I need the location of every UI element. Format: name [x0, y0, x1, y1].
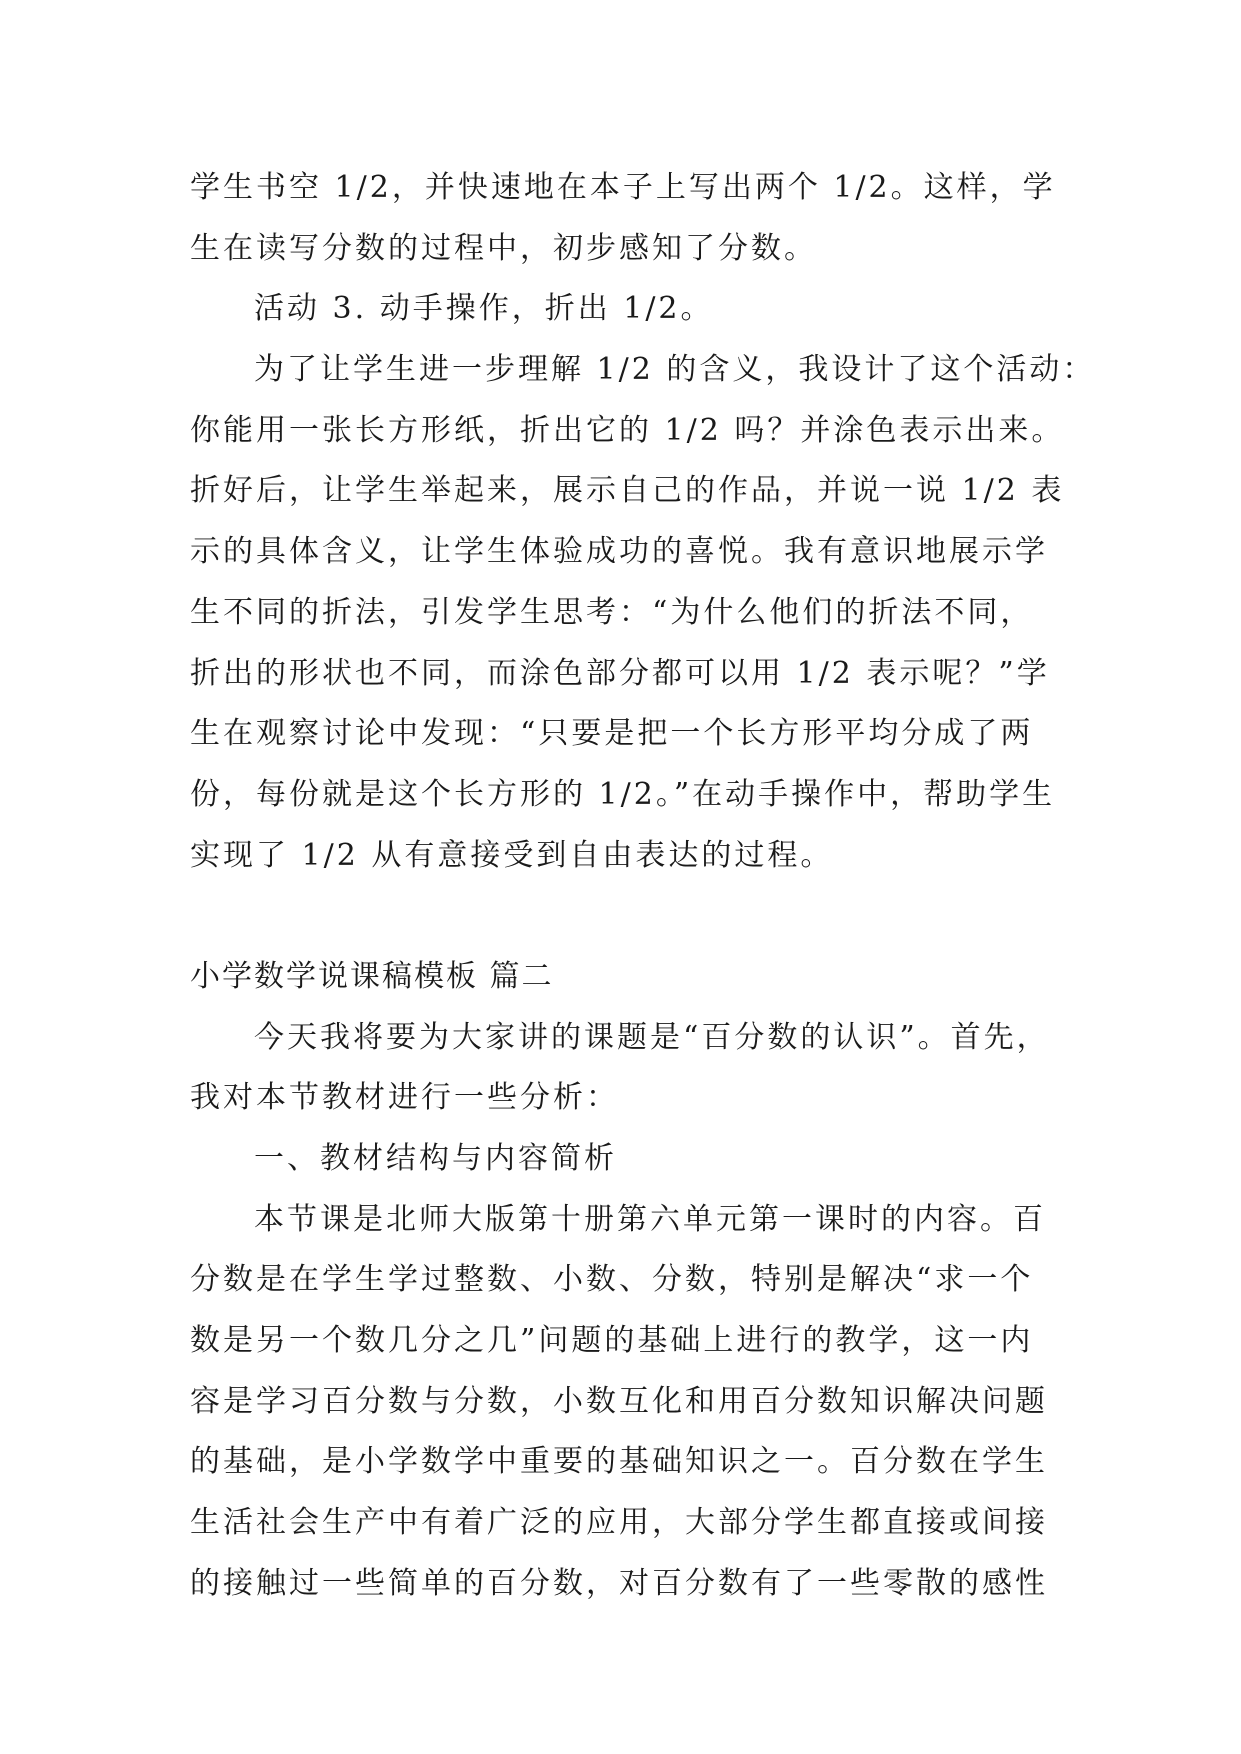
- text-line: 容是学习百分数与分数，小数互化和用百分数知识解决问题: [190, 1383, 1048, 1419]
- text-line: 份，每份就是这个长方形的 1/2。”在动手操作中，帮助学生: [190, 776, 1056, 812]
- text-line: 我对本节教材进行一些分析：: [190, 1080, 619, 1116]
- document-body: [190, 158, 1096, 1615]
- text-line: 示的具体含义，让学生体验成功的喜悦。我有意识地展示学: [190, 534, 1048, 570]
- text-line: 学生书空 1/2，并快速地在本子上写出两个 1/2。这样，学: [190, 170, 1056, 205]
- section-spacer: [190, 886, 1050, 947]
- subheading: 一、教材结构与内容简析: [254, 1141, 617, 1176]
- text-line: 为了让学生进一步理解 1/2 的含义，我设计了这个活动：: [254, 352, 1096, 388]
- section-heading: 小学数学说课稿模板 篇二: [190, 958, 554, 994]
- text-line: 的接触过一些简单的百分数，对百分数有了一些零散的感性: [190, 1565, 1048, 1601]
- text-line: 分数是在学生学过整数、小数、分数，特别是解决“求一个: [190, 1262, 1034, 1298]
- text-line: 实现了 1/2 从有意接受到自由表达的过程。: [190, 837, 834, 873]
- text-line: 数是另一个数几分之几”问题的基础上进行的教学，这一内: [190, 1323, 1034, 1359]
- text-line: 折出的形状也不同，而涂色部分都可以用 1/2 表示呢？”学: [190, 655, 1050, 691]
- text-line: 生不同的折法，引发学生思考：“为什么他们的折法不同，: [190, 594, 1034, 630]
- text-line: 生活社会生产中有着广泛的应用，大部分学生都直接或间接: [190, 1505, 1048, 1541]
- text-line: 今天我将要为大家讲的课题是“百分数的认识”。首先，: [254, 1019, 1050, 1055]
- text-line: 折好后，让学生举起来，展示自己的作品，并说一说 1/2 表: [190, 473, 1065, 509]
- text-line: 生在读写分数的过程中，初步感知了分数。: [190, 230, 817, 266]
- activity-title: 活动 3. 动手操作，折出 1/2。: [254, 291, 714, 327]
- text-line: 本节课是北师大版第十册第六单元第一课时的内容。百: [254, 1201, 1046, 1237]
- text-line: 你能用一张长方形纸，折出它的 1/2 吗？并涂色表示出来。: [190, 412, 1065, 448]
- text-line: 生在观察讨论中发现：“只要是把一个长方形平均分成了两: [190, 716, 1034, 752]
- text-line: 的基础，是小学数学中重要的基础知识之一。百分数在学生: [190, 1444, 1048, 1480]
